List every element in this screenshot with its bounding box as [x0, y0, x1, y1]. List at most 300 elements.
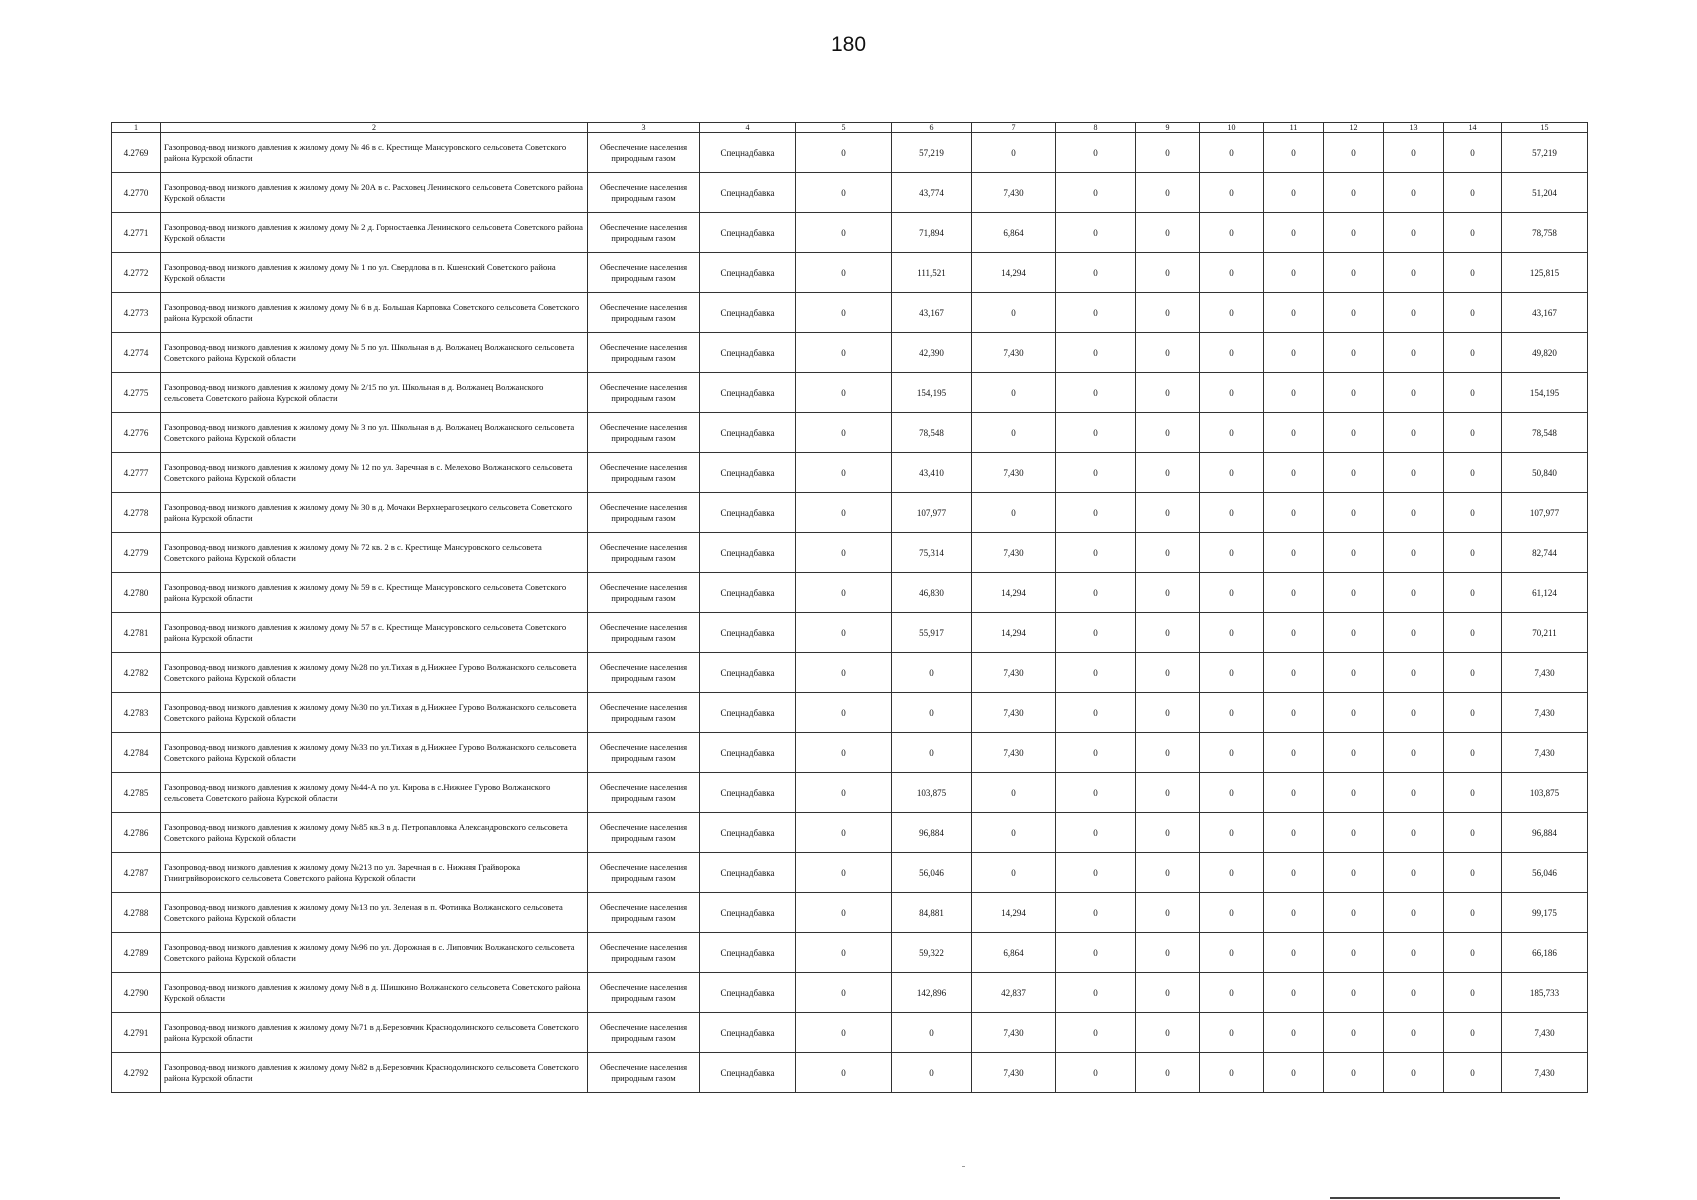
funding-source-cell: Спецнадбавка	[700, 933, 796, 973]
total-cell: 125,815	[1502, 253, 1588, 293]
value-cell-col8: 0	[1056, 453, 1136, 493]
total-cell: 99,175	[1502, 893, 1588, 933]
total-cell: 66,186	[1502, 933, 1588, 973]
value-cell-col8: 0	[1056, 733, 1136, 773]
value-cell-col7: 0	[972, 493, 1056, 533]
value-cell-col13: 0	[1384, 213, 1444, 253]
value-cell-col8: 0	[1056, 613, 1136, 653]
row-id-cell: 4.2792	[112, 1053, 161, 1093]
purpose-cell: Обеспечение населения природным газом	[588, 1053, 700, 1093]
value-cell-col6: 103,875	[892, 773, 972, 813]
value-cell-col14: 0	[1444, 453, 1502, 493]
value-cell-col11: 0	[1264, 373, 1324, 413]
row-id-cell: 4.2785	[112, 773, 161, 813]
value-cell-col6: 55,917	[892, 613, 972, 653]
value-cell-col5: 0	[796, 213, 892, 253]
value-cell-col11: 0	[1264, 853, 1324, 893]
object-name-cell: Газопровод-ввод низкого давления к жилому дому № 30 в д. Мочаки Верхнерагозецкого сельсовета Советского района Курской области	[161, 493, 588, 533]
value-cell-col6: 0	[892, 653, 972, 693]
value-cell-col5: 0	[796, 133, 892, 173]
value-cell-col9: 0	[1136, 893, 1200, 933]
value-cell-col13: 0	[1384, 333, 1444, 373]
value-cell-col7: 0	[972, 293, 1056, 333]
value-cell-col5: 0	[796, 973, 892, 1013]
column-header: 3	[588, 123, 700, 133]
value-cell-col8: 0	[1056, 333, 1136, 373]
value-cell-col10: 0	[1200, 453, 1264, 493]
purpose-cell: Обеспечение населения природным газом	[588, 253, 700, 293]
table-row	[112, 373, 1588, 413]
table-row	[112, 493, 1588, 533]
object-name-cell: Газопровод-ввод низкого давления к жилому дому № 6 в д. Большая Карповка Советского сельсовета Советского района Курской области	[161, 293, 588, 333]
value-cell-col5: 0	[796, 253, 892, 293]
value-cell-col6: 43,167	[892, 293, 972, 333]
value-cell-col5: 0	[796, 493, 892, 533]
value-cell-col9: 0	[1136, 1013, 1200, 1053]
value-cell-col9: 0	[1136, 493, 1200, 533]
value-cell-col13: 0	[1384, 813, 1444, 853]
value-cell-col13: 0	[1384, 1013, 1444, 1053]
column-header: 8	[1056, 123, 1136, 133]
value-cell-col9: 0	[1136, 853, 1200, 893]
value-cell-col10: 0	[1200, 973, 1264, 1013]
table-body	[112, 123, 1588, 1093]
value-cell-col10: 0	[1200, 613, 1264, 653]
value-cell-col13: 0	[1384, 253, 1444, 293]
value-cell-col10: 0	[1200, 413, 1264, 453]
total-cell: 70,211	[1502, 613, 1588, 653]
value-cell-col12: 0	[1324, 253, 1384, 293]
funding-source-cell: Спецнадбавка	[700, 373, 796, 413]
value-cell-col8: 0	[1056, 293, 1136, 333]
object-name-cell: Газопровод-ввод низкого давления к жилому дому №8 в д. Шишкино Волжанского сельсовета Советского района Курской области	[161, 973, 588, 1013]
value-cell-col5: 0	[796, 773, 892, 813]
value-cell-col11: 0	[1264, 413, 1324, 453]
funding-source-cell: Спецнадбавка	[700, 413, 796, 453]
row-id-cell: 4.2784	[112, 733, 161, 773]
value-cell-col8: 0	[1056, 893, 1136, 933]
value-cell-col9: 0	[1136, 693, 1200, 733]
value-cell-col11: 0	[1264, 733, 1324, 773]
value-cell-col8: 0	[1056, 653, 1136, 693]
value-cell-col10: 0	[1200, 933, 1264, 973]
column-header: 4	[700, 123, 796, 133]
purpose-cell: Обеспечение населения природным газом	[588, 413, 700, 453]
column-header: 9	[1136, 123, 1200, 133]
value-cell-col12: 0	[1324, 733, 1384, 773]
value-cell-col6: 0	[892, 733, 972, 773]
value-cell-col6: 42,390	[892, 333, 972, 373]
object-name-cell: Газопровод-ввод низкого давления к жилому дому № 57 в с. Крестище Мансуровского сельсовета Советского района Курской области	[161, 613, 588, 653]
value-cell-col11: 0	[1264, 333, 1324, 373]
row-id-cell: 4.2783	[112, 693, 161, 733]
value-cell-col12: 0	[1324, 293, 1384, 333]
value-cell-col10: 0	[1200, 653, 1264, 693]
funding-source-cell: Спецнадбавка	[700, 293, 796, 333]
value-cell-col11: 0	[1264, 1053, 1324, 1093]
value-cell-col14: 0	[1444, 693, 1502, 733]
value-cell-col11: 0	[1264, 213, 1324, 253]
row-id-cell: 4.2769	[112, 133, 161, 173]
table-row	[112, 1053, 1588, 1093]
row-id-cell: 4.2786	[112, 813, 161, 853]
value-cell-col10: 0	[1200, 253, 1264, 293]
funding-source-cell: Спецнадбавка	[700, 853, 796, 893]
purpose-cell: Обеспечение населения природным газом	[588, 653, 700, 693]
value-cell-col6: 59,322	[892, 933, 972, 973]
value-cell-col14: 0	[1444, 413, 1502, 453]
value-cell-col8: 0	[1056, 933, 1136, 973]
value-cell-col7: 14,294	[972, 253, 1056, 293]
object-name-cell: Газопровод-ввод низкого давления к жилому дому № 3 по ул. Школьная в д. Волжанец Волжанского сельсовета Советского района Курской области	[161, 413, 588, 453]
value-cell-col14: 0	[1444, 1013, 1502, 1053]
value-cell-col7: 0	[972, 373, 1056, 413]
object-name-cell: Газопровод-ввод низкого давления к жилому дому № 5 по ул. Школьная в д. Волжанец Волжанского сельсовета Советского района Курской области	[161, 333, 588, 373]
row-id-cell: 4.2770	[112, 173, 161, 213]
value-cell-col5: 0	[796, 613, 892, 653]
purpose-cell: Обеспечение населения природным газом	[588, 1013, 700, 1053]
value-cell-col7: 6,864	[972, 213, 1056, 253]
purpose-cell: Обеспечение населения природным газом	[588, 773, 700, 813]
object-name-cell: Газопровод-ввод низкого давления к жилому дому №44-А по ул. Кирова в с.Нижнее Гурово Волжанского сельсовета Советского района Курской области	[161, 773, 588, 813]
value-cell-col13: 0	[1384, 853, 1444, 893]
value-cell-col11: 0	[1264, 1013, 1324, 1053]
funding-source-cell: Спецнадбавка	[700, 653, 796, 693]
value-cell-col6: 56,046	[892, 853, 972, 893]
total-cell: 43,167	[1502, 293, 1588, 333]
value-cell-col7: 7,430	[972, 693, 1056, 733]
value-cell-col10: 0	[1200, 373, 1264, 413]
purpose-cell: Обеспечение населения природным газом	[588, 893, 700, 933]
value-cell-col11: 0	[1264, 573, 1324, 613]
object-name-cell: Газопровод-ввод низкого давления к жилому дому № 20А в с. Расховец Ленинского сельсовета Советского района Курской области	[161, 173, 588, 213]
funding-source-cell: Спецнадбавка	[700, 453, 796, 493]
value-cell-col11: 0	[1264, 933, 1324, 973]
object-name-cell: Газопровод-ввод низкого давления к жилому дому №82 в д.Березовчик Краснодолинского сельсовета Советского района Курской области	[161, 1053, 588, 1093]
value-cell-col5: 0	[796, 853, 892, 893]
column-header: 13	[1384, 123, 1444, 133]
value-cell-col5: 0	[796, 1053, 892, 1093]
value-cell-col12: 0	[1324, 613, 1384, 653]
total-cell: 78,548	[1502, 413, 1588, 453]
value-cell-col12: 0	[1324, 493, 1384, 533]
table-row	[112, 453, 1588, 493]
purpose-cell: Обеспечение населения природным газом	[588, 813, 700, 853]
object-name-cell: Газопровод-ввод низкого давления к жилому дому № 2 д. Горностаевка Ленинского сельсовета Советского района Курской области	[161, 213, 588, 253]
row-id-cell: 4.2789	[112, 933, 161, 973]
table-row	[112, 133, 1588, 173]
value-cell-col8: 0	[1056, 413, 1136, 453]
value-cell-col12: 0	[1324, 933, 1384, 973]
value-cell-col5: 0	[796, 653, 892, 693]
value-cell-col14: 0	[1444, 933, 1502, 973]
purpose-cell: Обеспечение населения природным газом	[588, 693, 700, 733]
value-cell-col7: 7,430	[972, 653, 1056, 693]
object-name-cell: Газопровод-ввод низкого давления к жилому дому № 12 по ул. Заречная в с. Мелехово Волжанского сельсовета Советского района Курской области	[161, 453, 588, 493]
table-row	[112, 813, 1588, 853]
value-cell-col6: 0	[892, 1053, 972, 1093]
table-row	[112, 413, 1588, 453]
value-cell-col13: 0	[1384, 733, 1444, 773]
value-cell-col8: 0	[1056, 133, 1136, 173]
value-cell-col14: 0	[1444, 733, 1502, 773]
value-cell-col6: 46,830	[892, 573, 972, 613]
value-cell-col7: 6,864	[972, 933, 1056, 973]
value-cell-col11: 0	[1264, 973, 1324, 1013]
purpose-cell: Обеспечение населения природным газом	[588, 533, 700, 573]
value-cell-col8: 0	[1056, 1013, 1136, 1053]
value-cell-col13: 0	[1384, 653, 1444, 693]
value-cell-col11: 0	[1264, 693, 1324, 733]
purpose-cell: Обеспечение населения природным газом	[588, 453, 700, 493]
value-cell-col12: 0	[1324, 813, 1384, 853]
row-id-cell: 4.2775	[112, 373, 161, 413]
value-cell-col13: 0	[1384, 1053, 1444, 1093]
value-cell-col5: 0	[796, 1013, 892, 1053]
table-row	[112, 773, 1588, 813]
value-cell-col7: 0	[972, 853, 1056, 893]
value-cell-col12: 0	[1324, 693, 1384, 733]
value-cell-col14: 0	[1444, 613, 1502, 653]
value-cell-col13: 0	[1384, 613, 1444, 653]
table-row	[112, 893, 1588, 933]
value-cell-col11: 0	[1264, 893, 1324, 933]
value-cell-col12: 0	[1324, 853, 1384, 893]
value-cell-col14: 0	[1444, 253, 1502, 293]
funding-source-cell: Спецнадбавка	[700, 893, 796, 933]
value-cell-col14: 0	[1444, 893, 1502, 933]
value-cell-col10: 0	[1200, 573, 1264, 613]
value-cell-col11: 0	[1264, 773, 1324, 813]
value-cell-col9: 0	[1136, 253, 1200, 293]
object-name-cell: Газопровод-ввод низкого давления к жилому дому № 46 в с. Крестище Мансуровского сельсовета Советского района Курской области	[161, 133, 588, 173]
value-cell-col14: 0	[1444, 213, 1502, 253]
total-cell: 7,430	[1502, 1053, 1588, 1093]
value-cell-col6: 111,521	[892, 253, 972, 293]
value-cell-col7: 0	[972, 773, 1056, 813]
funding-source-cell: Спецнадбавка	[700, 493, 796, 533]
value-cell-col9: 0	[1136, 213, 1200, 253]
value-cell-col5: 0	[796, 173, 892, 213]
total-cell: 154,195	[1502, 373, 1588, 413]
funding-source-cell: Спецнадбавка	[700, 213, 796, 253]
value-cell-col14: 0	[1444, 173, 1502, 213]
value-cell-col11: 0	[1264, 253, 1324, 293]
value-cell-col5: 0	[796, 933, 892, 973]
purpose-cell: Обеспечение населения природным газом	[588, 933, 700, 973]
table-row	[112, 253, 1588, 293]
value-cell-col5: 0	[796, 693, 892, 733]
value-cell-col7: 14,294	[972, 573, 1056, 613]
value-cell-col11: 0	[1264, 293, 1324, 333]
total-cell: 50,840	[1502, 453, 1588, 493]
table-row	[112, 533, 1588, 573]
total-cell: 82,744	[1502, 533, 1588, 573]
value-cell-col8: 0	[1056, 773, 1136, 813]
value-cell-col10: 0	[1200, 133, 1264, 173]
table-row	[112, 613, 1588, 653]
value-cell-col14: 0	[1444, 1053, 1502, 1093]
value-cell-col6: 78,548	[892, 413, 972, 453]
value-cell-col10: 0	[1200, 493, 1264, 533]
value-cell-col8: 0	[1056, 573, 1136, 613]
value-cell-col9: 0	[1136, 173, 1200, 213]
value-cell-col5: 0	[796, 893, 892, 933]
value-cell-col6: 0	[892, 693, 972, 733]
table-row	[112, 733, 1588, 773]
funding-source-cell: Спецнадбавка	[700, 533, 796, 573]
value-cell-col8: 0	[1056, 813, 1136, 853]
column-header: 15	[1502, 123, 1588, 133]
value-cell-col13: 0	[1384, 133, 1444, 173]
page-number: 180	[830, 33, 867, 56]
value-cell-col13: 0	[1384, 693, 1444, 733]
value-cell-col7: 7,430	[972, 1053, 1056, 1093]
object-name-cell: Газопровод-ввод низкого давления к жилому дому №13 по ул. Зеленая в п. Фотинка Волжанского сельсовета Советского района Курской области	[161, 893, 588, 933]
value-cell-col12: 0	[1324, 973, 1384, 1013]
column-header: 5	[796, 123, 892, 133]
value-cell-col13: 0	[1384, 293, 1444, 333]
value-cell-col12: 0	[1324, 333, 1384, 373]
value-cell-col14: 0	[1444, 133, 1502, 173]
value-cell-col11: 0	[1264, 453, 1324, 493]
column-header: 10	[1200, 123, 1264, 133]
value-cell-col7: 0	[972, 813, 1056, 853]
value-cell-col9: 0	[1136, 733, 1200, 773]
table-row	[112, 1013, 1588, 1053]
total-cell: 96,884	[1502, 813, 1588, 853]
object-name-cell: Газопровод-ввод низкого давления к жилому дому №33 по ул.Тихая в д.Нижнее Гурово Волжанского сельсовета Советского района Курской области	[161, 733, 588, 773]
value-cell-col5: 0	[796, 733, 892, 773]
value-cell-col7: 7,430	[972, 733, 1056, 773]
object-name-cell: Газопровод-ввод низкого давления к жилому дому №30 по ул.Тихая в д.Нижнее Гурово Волжанского сельсовета Советского района Курской области	[161, 693, 588, 733]
funding-source-cell: Спецнадбавка	[700, 693, 796, 733]
value-cell-col9: 0	[1136, 1053, 1200, 1093]
value-cell-col12: 0	[1324, 213, 1384, 253]
row-id-cell: 4.2782	[112, 653, 161, 693]
funding-source-cell: Спецнадбавка	[700, 573, 796, 613]
column-header: 14	[1444, 123, 1502, 133]
row-id-cell: 4.2791	[112, 1013, 161, 1053]
value-cell-col7: 14,294	[972, 893, 1056, 933]
value-cell-col9: 0	[1136, 453, 1200, 493]
value-cell-col10: 0	[1200, 213, 1264, 253]
value-cell-col8: 0	[1056, 1053, 1136, 1093]
row-id-cell: 4.2790	[112, 973, 161, 1013]
value-cell-col10: 0	[1200, 293, 1264, 333]
value-cell-col6: 43,410	[892, 453, 972, 493]
total-cell: 57,219	[1502, 133, 1588, 173]
object-name-cell: Газопровод-ввод низкого давления к жилому дому № 59 в с. Крестище Мансуровского сельсовета Советского района Курской области	[161, 573, 588, 613]
value-cell-col7: 14,294	[972, 613, 1056, 653]
value-cell-col10: 0	[1200, 1013, 1264, 1053]
value-cell-col14: 0	[1444, 373, 1502, 413]
funding-source-cell: Спецнадбавка	[700, 173, 796, 213]
purpose-cell: Обеспечение населения природным газом	[588, 613, 700, 653]
value-cell-col12: 0	[1324, 453, 1384, 493]
column-header: 1	[112, 123, 161, 133]
total-cell: 7,430	[1502, 693, 1588, 733]
purpose-cell: Обеспечение населения природным газом	[588, 373, 700, 413]
value-cell-col9: 0	[1136, 613, 1200, 653]
value-cell-col13: 0	[1384, 493, 1444, 533]
total-cell: 78,758	[1502, 213, 1588, 253]
value-cell-col10: 0	[1200, 1053, 1264, 1093]
table-row	[112, 213, 1588, 253]
value-cell-col9: 0	[1136, 973, 1200, 1013]
value-cell-col8: 0	[1056, 373, 1136, 413]
value-cell-col9: 0	[1136, 653, 1200, 693]
value-cell-col6: 142,896	[892, 973, 972, 1013]
purpose-cell: Обеспечение населения природным газом	[588, 573, 700, 613]
value-cell-col6: 75,314	[892, 533, 972, 573]
value-cell-col11: 0	[1264, 653, 1324, 693]
value-cell-col9: 0	[1136, 773, 1200, 813]
value-cell-col11: 0	[1264, 133, 1324, 173]
total-cell: 185,733	[1502, 973, 1588, 1013]
value-cell-col9: 0	[1136, 573, 1200, 613]
row-id-cell: 4.2781	[112, 613, 161, 653]
total-cell: 51,204	[1502, 173, 1588, 213]
value-cell-col5: 0	[796, 333, 892, 373]
object-name-cell: Газопровод-ввод низкого давления к жилому дому № 2/15 по ул. Школьная в д. Волжанец Волжанского сельсовета Советского района Курской области	[161, 373, 588, 413]
value-cell-col6: 96,884	[892, 813, 972, 853]
value-cell-col9: 0	[1136, 933, 1200, 973]
value-cell-col13: 0	[1384, 173, 1444, 213]
total-cell: 107,977	[1502, 493, 1588, 533]
table-row	[112, 973, 1588, 1013]
value-cell-col14: 0	[1444, 333, 1502, 373]
value-cell-col6: 57,219	[892, 133, 972, 173]
value-cell-col7: 7,430	[972, 1013, 1056, 1053]
funding-source-cell: Спецнадбавка	[700, 613, 796, 653]
value-cell-col11: 0	[1264, 493, 1324, 533]
value-cell-col14: 0	[1444, 653, 1502, 693]
row-id-cell: 4.2777	[112, 453, 161, 493]
value-cell-col13: 0	[1384, 893, 1444, 933]
row-id-cell: 4.2788	[112, 893, 161, 933]
object-name-cell: Газопровод-ввод низкого давления к жилому дому № 1 по ул. Свердлова в п. Кшенский Советского района Курской области	[161, 253, 588, 293]
row-id-cell: 4.2773	[112, 293, 161, 333]
value-cell-col13: 0	[1384, 973, 1444, 1013]
value-cell-col10: 0	[1200, 813, 1264, 853]
value-cell-col8: 0	[1056, 693, 1136, 733]
total-cell: 56,046	[1502, 853, 1588, 893]
value-cell-col6: 84,881	[892, 893, 972, 933]
value-cell-col11: 0	[1264, 533, 1324, 573]
purpose-cell: Обеспечение населения природным газом	[588, 293, 700, 333]
value-cell-col13: 0	[1384, 453, 1444, 493]
value-cell-col12: 0	[1324, 173, 1384, 213]
funding-source-cell: Спецнадбавка	[700, 773, 796, 813]
total-cell: 7,430	[1502, 733, 1588, 773]
funding-source-cell: Спецнадбавка	[700, 973, 796, 1013]
funding-source-cell: Спецнадбавка	[700, 733, 796, 773]
object-name-cell: Газопровод-ввод низкого давления к жилому дому № 72 кв. 2 в с. Крестище Мансуровского сельсовета Советского района Курской области	[161, 533, 588, 573]
row-id-cell: 4.2771	[112, 213, 161, 253]
value-cell-col7: 7,430	[972, 333, 1056, 373]
table-row	[112, 333, 1588, 373]
value-cell-col14: 0	[1444, 853, 1502, 893]
value-cell-col7: 0	[972, 133, 1056, 173]
value-cell-col14: 0	[1444, 573, 1502, 613]
value-cell-col5: 0	[796, 533, 892, 573]
purpose-cell: Обеспечение населения природным газом	[588, 733, 700, 773]
value-cell-col13: 0	[1384, 533, 1444, 573]
value-cell-col10: 0	[1200, 333, 1264, 373]
table-row	[112, 693, 1588, 733]
scan-speck	[962, 1166, 965, 1167]
